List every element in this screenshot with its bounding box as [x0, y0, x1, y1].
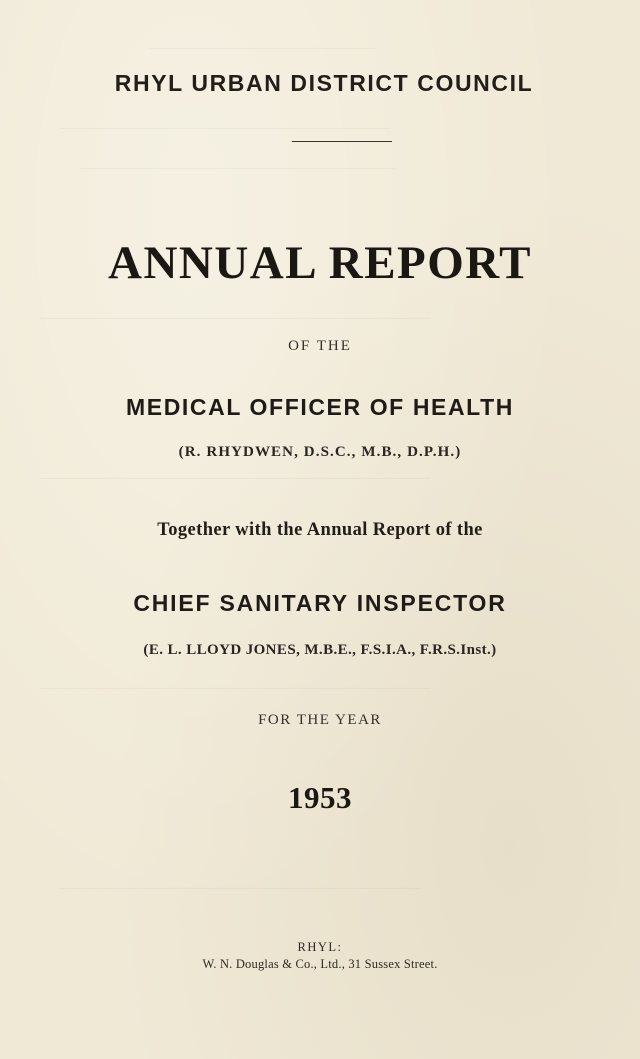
show-through-text: —————————————————————————— [40, 470, 430, 486]
officer-heading: MEDICAL OFFICER OF HEALTH [126, 394, 514, 420]
council-heading: RHYL URBAN DISTRICT COUNCIL [114, 70, 534, 96]
imprint-place: RHYL: [297, 940, 343, 954]
imprint-printer: W. N. Douglas & Co., Ltd., 31 Sussex Street. [202, 957, 438, 971]
show-through-text: ————————————————————— [80, 160, 395, 176]
show-through-text: —————————————————————— [60, 120, 390, 136]
show-through-text: ——————————————— [150, 40, 375, 56]
together-text: Together with the Annual Report of the [157, 520, 483, 540]
officer-details: (R. RHYDWEN, D.S.C., M.B., D.P.H.) [178, 444, 462, 460]
show-through-text: —————————————————————————— [40, 680, 430, 696]
of-the-text: OF THE [288, 338, 352, 354]
inspector-heading: CHIEF SANITARY INSPECTOR [133, 590, 507, 616]
inspector-details: (E. L. LLOYD JONES, M.B.E., F.S.I.A., F.R.S.Inst.) [143, 642, 497, 658]
divider-rule [292, 141, 392, 142]
report-year: 1953 [288, 780, 352, 815]
for-the-year-text: FOR THE YEAR [258, 712, 382, 728]
report-title: ANNUAL REPORT [108, 237, 532, 289]
show-through-text: —————————————————————————— [40, 310, 430, 326]
show-through-text: ———————————————————————— [60, 880, 420, 896]
